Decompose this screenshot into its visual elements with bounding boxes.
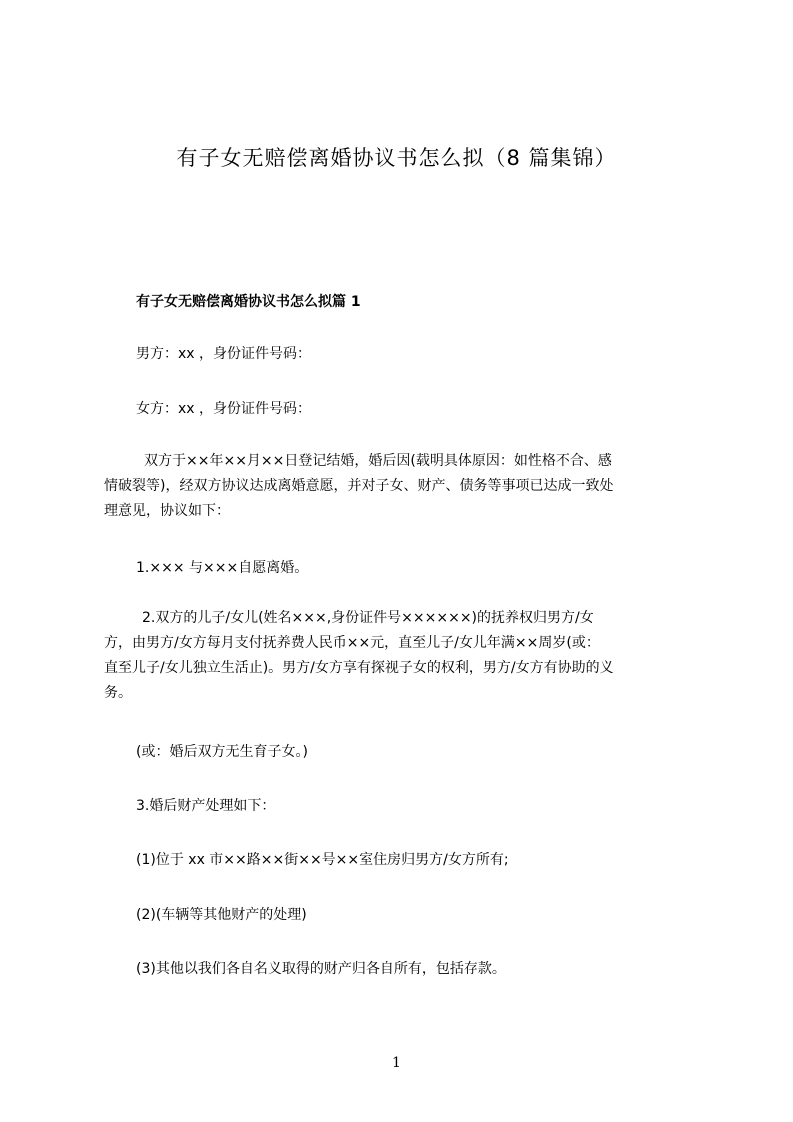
intro-line: 理意见，协议如下： (104, 503, 230, 519)
page-number: 1 (392, 1055, 401, 1071)
item-3-1-paragraph (104, 848, 702, 873)
item-2-line: 务。 (104, 685, 132, 701)
alt-note-text: (或：婚后双方无生育子女。) (136, 744, 308, 760)
section-heading: 有子女无赔偿离婚协议书怎么拟篇 1 (136, 294, 361, 310)
item-2-line: 2.双方的儿子/女儿(姓名×××,身份证件号××××××)的抚养权归男方/女 (142, 610, 594, 626)
intro-line: 情破裂等)，经双方协议达成离婚意愿，并对子女、财产、债务等事项已达成一致处 (104, 478, 614, 494)
item-3-paragraph (104, 794, 702, 819)
item-2-paragraph (104, 606, 702, 706)
female-party-line (104, 397, 702, 422)
document-title: 有子女无赔偿离婚协议书怎么拟（8 篇集锦） (176, 146, 617, 170)
male-party-text: 男方：xx ，身份证件号码： (136, 346, 312, 362)
item-3-2-text: (2)(车辆等其他财产的处理) (136, 907, 307, 923)
intro-line: 双方于××年××月××日登记结婚，婚后因(载明具体原因：如性格不合、感 (144, 453, 612, 469)
item-3-text: 3.婚后财产处理如下： (136, 798, 276, 814)
alt-note-paragraph (104, 740, 702, 765)
item-1-text: 1.××× 与×××自愿离婚。 (136, 560, 309, 576)
intro-paragraph (104, 449, 702, 524)
item-3-3-paragraph (104, 957, 702, 982)
item-2-line: 直至儿子/女儿独立生活止)。男方/女方享有探视子女的权利，男方/女方有协助的义 (104, 660, 614, 676)
item-2-line: 方，由男方/女方每月支付抚养费人民币××元，直至儿子/女儿年满××周岁(或： (104, 635, 600, 651)
female-party-text: 女方：xx ，身份证件号码： (136, 401, 312, 417)
male-party-line (104, 342, 702, 367)
item-3-3-text: (3)其他以我们各自名义取得的财产归各自所有，包括存款。 (136, 961, 506, 977)
item-1-paragraph (104, 556, 702, 581)
item-3-1-text: (1)位于 xx 市××路××街××号××室住房归男方/女方所有; (136, 852, 509, 868)
item-3-2-paragraph (104, 903, 702, 928)
